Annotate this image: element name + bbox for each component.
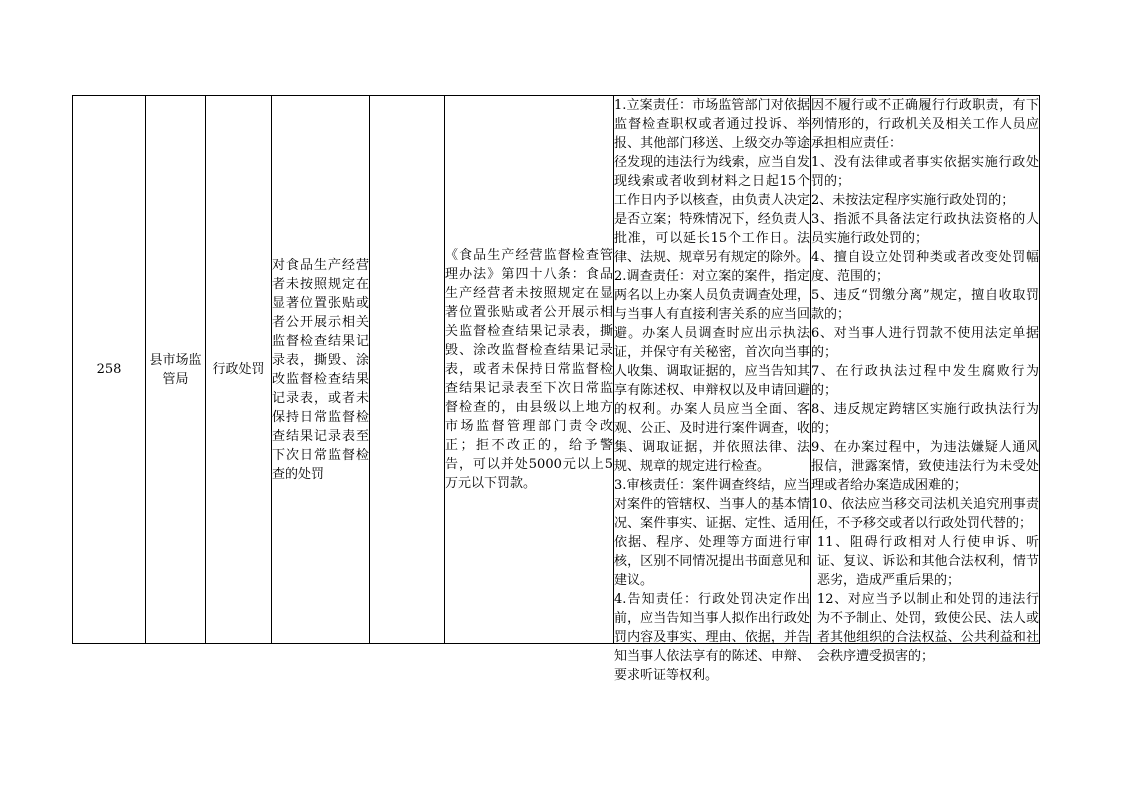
row-number-cell: [73, 96, 146, 644]
accountability-list: [811, 96, 1039, 664]
accountability-item: 5、违反“罚缴分离”规定，擅自收取罚款的；: [811, 288, 1039, 322]
accountability-item: 12、对应当予以制止和处罚的违法行为不予制止、处罚，致使公民、法人或者其他组织的合法权益、公共利益和社会秩序遭受损害的；: [817, 592, 1039, 664]
accountability-item: 11、阻碍行政相对人行使申诉、听证、复议、诉讼和其他合法权利，情节恶劣，造成严重后果的；: [817, 535, 1039, 588]
power-list-table: [72, 95, 1040, 683]
legal-basis-cell: [445, 96, 614, 644]
responsibility-item: 2.调查责任：对立案的案件，指定两名以上办案人员负责调查处理，与当事人有直接利害关系的应当回避。办案人员调查时应出示执法证，并保守有关秘密，首次向当事人收集、调取证据的，应当告知其享有陈述权、申辩权以及申请回避的权利。办案人员应当全面、客观、公正、及时进行案件调查，收集、调取证据，并依照法律、法规、规章的规定进行检查。: [614, 269, 810, 474]
accountability-item: 10、依法应当移交司法机关追究刑事责任，不予移交或者以行政处罚代替的；: [811, 497, 1039, 531]
sub-item-cell: [370, 96, 445, 644]
department: 县市场监管局: [149, 352, 202, 387]
accountability-item: 1、没有法律或者事实依据实施行政处罚的；: [811, 155, 1039, 189]
accountability-item: 8、违反规定跨辖区实施行政执法行为的；: [811, 402, 1039, 436]
item-name: 对食品生产经营者未按照规定在显著位置张贴或者公开展示相关监督检查结果记录表，撕毁、涂改监督检查结果记录表，或者未保持日常监督检查结果记录表至下次日常监督检查的处罚: [272, 257, 369, 482]
accountability-item: 6、对当事人进行罚款不使用法定单据的；: [811, 326, 1039, 360]
accountability-item: 7、在行政执法过程中发生腐败行为的；: [811, 364, 1039, 398]
power-type: 行政处罚: [212, 362, 265, 377]
item-name-cell: [272, 96, 370, 644]
responsibilities-list: [614, 96, 810, 683]
accountability-item: 2、未按法定程序实施行政处罚的；: [811, 193, 1015, 208]
power-type-cell: [206, 96, 272, 644]
responsibilities-cell: [614, 96, 811, 683]
accountability-item: 4、擅自设立处罚种类或者改变处罚幅度、范围的；: [811, 250, 1039, 284]
accountability-item: 因不履行或不正确履行行政职责，有下列情形的，行政机关及相关工作人员应承担相应责任：: [811, 98, 1039, 151]
department-cell: [146, 96, 206, 644]
row-number: 258: [96, 362, 122, 377]
legal-basis: 《食品生产经营监督检查管理办法》第四十八条：食品生产经营者未按照规定在显著位置张贴或者公开展示相关监督检查结果记录表，撕毁、涂改监督检查结果记录表，或者未保持日常监督检查结果记录表至下次日常监督检查的，由县级以上地方市场监督管理部门责令改正；拒不改正的，给予警告，可以并处5000元以上5万元以下罚款。: [445, 248, 613, 491]
responsibility-item: 4.告知责任：行政处罚决定作出前，应当告知当事人拟作出行政处罚内容及事实、理由、依据，并告知当事人依法享有的陈述、申辩、要求听证等权利。: [614, 592, 810, 683]
accountability-item: 9、在办案过程中，为违法嫌疑人通风报信，泄露案情，致使违法行为未受处理或者给办案造成困难的；: [811, 440, 1039, 493]
responsibility-item: 3.审核责任：案件调查终结，应当对案件的管辖权、当事人的基本情况、案件事实、证据、定性、适用依据、程序、处理等方面进行审核，区别不同情况提出书面意见和建议。: [614, 478, 810, 588]
table-row: [73, 96, 1040, 644]
accountability-item: 3、指派不具备法定行政执法资格的人员实施行政处罚的；: [811, 212, 1039, 246]
responsibility-item: 1.立案责任：市场监管部门对依据监督检查职权或者通过投诉、举报、其他部门移送、上级交办等途径发现的违法行为线索，应当自发现线索或者收到材料之日起15个工作日内予以核查，由负责人决定是否立案；特殊情况下，经负责人批准，可以延长15个工作日。法律、法规、规章另有规定的除外。: [614, 98, 810, 265]
accountability-cell: [811, 96, 1040, 664]
